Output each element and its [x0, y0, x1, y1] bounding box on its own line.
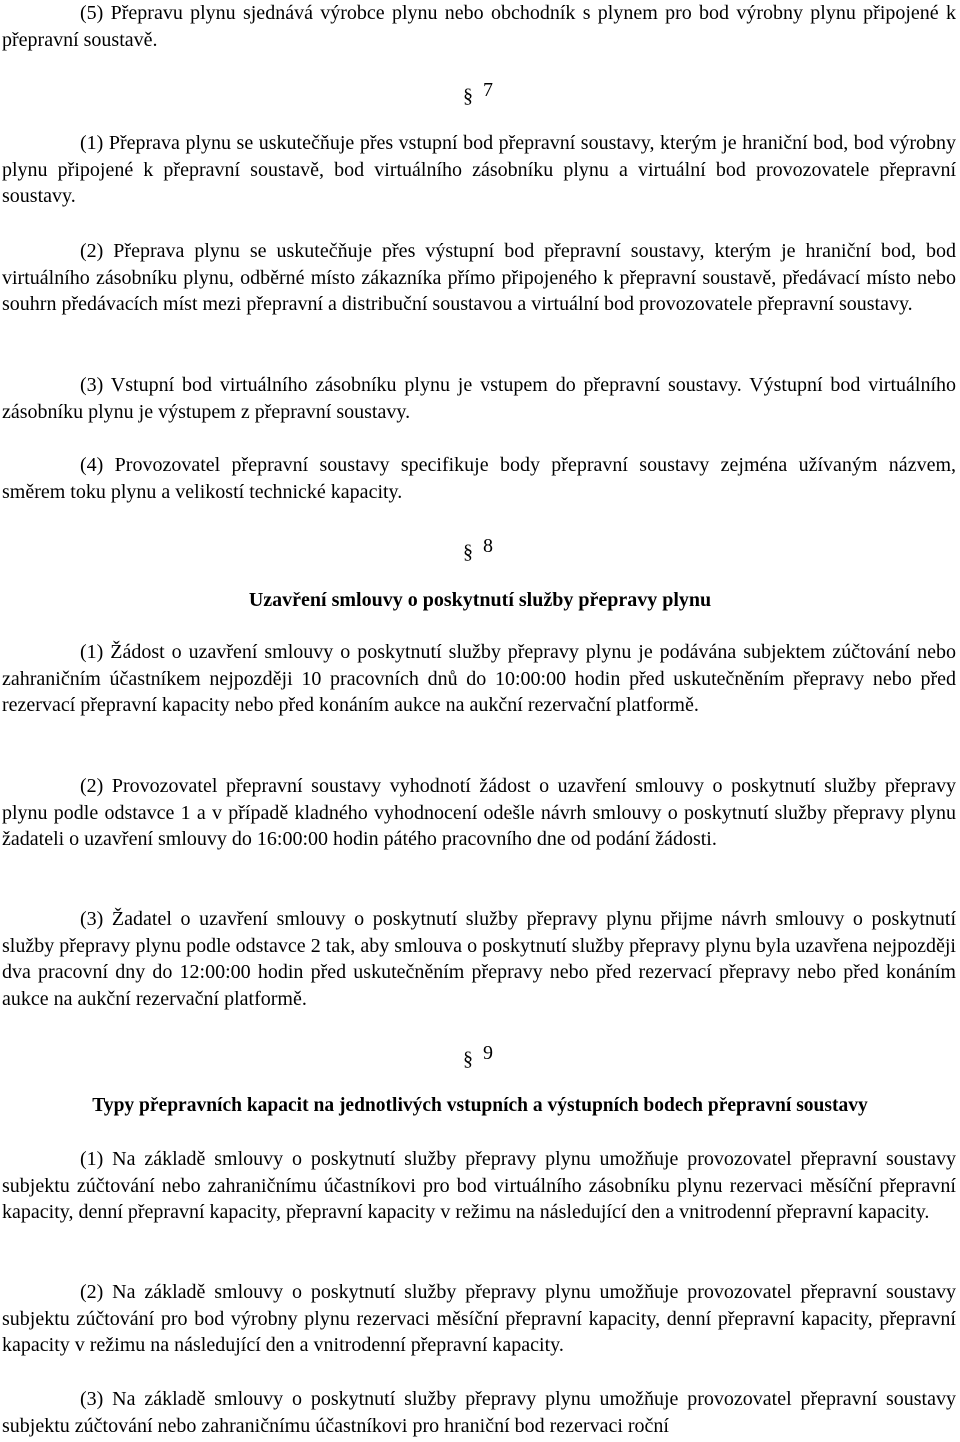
paragraph: (5) Přepravu plynu sjednává výrobce plynu nebo obchodník s plynem pro bod výrobny plynu připojené k přepravní soustavě. [2, 2, 956, 51]
section-number-value: 9 [483, 1042, 493, 1064]
paragraph: (4) Provozovatel přepravní soustavy specifikuje body přepravní soustavy zejména užívaným názvem, směrem toku plynu a velikostí technické kapacity. [2, 454, 956, 503]
section-symbol: § [463, 85, 473, 107]
section-symbol: § [463, 541, 473, 563]
paragraph: (2) Provozovatel přepravní soustavy vyhodnotí žádost o uzavření smlouvy o poskytnutí služby přepravy plynu podle odstavce 1 a v případě kladného vyhodnocení odešle návrh smlouvy o poskytnutí služby přepravy plynu žadateli o uzavření smlouvy do 16:00:00 hodin pátého pracovního dne od podání žádosti. [2, 775, 956, 850]
section-number [463, 77, 493, 107]
section-number-value: 7 [483, 79, 493, 101]
section-number [463, 533, 493, 563]
section-title: Typy přepravních kapacit na jednotlivých vstupních a výstupních bodech přepravní soustavy [92, 1095, 868, 1116]
paragraph: (1) Na základě smlouvy o poskytnutí služby přepravy plynu umožňuje provozovatel přepravní soustavy subjektu zúčtování nebo zahraničnímu účastníkovi pro bod virtuálního zásobníku plynu rezervaci měsíční přepravní kapacity, denní přepravní kapacity, přepravní kapacity v režimu na následující den a vnitrodenní přepravní kapacity. [2, 1148, 956, 1223]
paragraph: (3) Žadatel o uzavření smlouvy o poskytnutí služby přepravy plynu přijme návrh smlouvy o poskytnutí služby přepravy plynu podle odstavce 2 tak, aby smlouva o poskytnutí služby přepravy plynu byla uzavřena nejpozději dva pracovní dny do 12:00:00 hodin před uskutečněním přepravy nebo před rezervací přepravy nebo před konáním aukce na aukční rezervační platformě. [2, 908, 956, 1010]
paragraph: (2) Přeprava plynu se uskutečňuje přes výstupní bod přepravní soustavy, kterým je hraniční bod, bod virtuálního zásobníku plynu, odběrné místo zákazníka přímo připojeného k přepravní soustavě, předávací místo nebo souhrn předávacích míst mezi přepravní a distribuční soustavou a virtuální bod provozovatele přepravní soustavy. [2, 240, 956, 315]
section-symbol: § [463, 1048, 473, 1070]
paragraph: (1) Žádost o uzavření smlouvy o poskytnutí služby přepravy plynu je podávána subjektem zúčtování nebo zahraničním účastníkem nejpozději 10 pracovních dnů do 10:00:00 hodin před uskutečněním přepravy nebo před rezervací přepravní kapacity nebo před konáním aukce na aukční rezervační platformě. [2, 641, 956, 716]
paragraph: (3) Vstupní bod virtuálního zásobníku plynu je vstupem do přepravní soustavy. Výstupní bod virtuálního zásobníku plynu je výstupem z přepravní soustavy. [2, 374, 956, 423]
paragraph: (2) Na základě smlouvy o poskytnutí služby přepravy plynu umožňuje provozovatel přepravní soustavy subjektu zúčtování pro bod výrobny plynu rezervaci měsíční přepravní kapacity, denní přepravní kapacity, přepravní kapacity v režimu na následující den a vnitrodenní přepravní kapacity. [2, 1281, 956, 1356]
paragraph: (1) Přeprava plynu se uskutečňuje přes vstupní bod přepravní soustavy, kterým je hraniční bod, bod výrobny plynu připojené k přepravní soustavě, bod virtuálního zásobníku plynu a virtuální bod provozovatele přepravní soustavy. [2, 132, 956, 207]
section-title: Uzavření smlouvy o poskytnutí služby přepravy plynu [248, 589, 712, 611]
paragraph: (3) Na základě smlouvy o poskytnutí služby přepravy plynu umožňuje provozovatel přepravní soustavy subjektu zúčtování nebo zahraničnímu účastníkovi pro hraniční bod rezervaci roční [2, 1388, 956, 1437]
section-number [463, 1040, 493, 1070]
section-number-value: 8 [483, 535, 493, 557]
